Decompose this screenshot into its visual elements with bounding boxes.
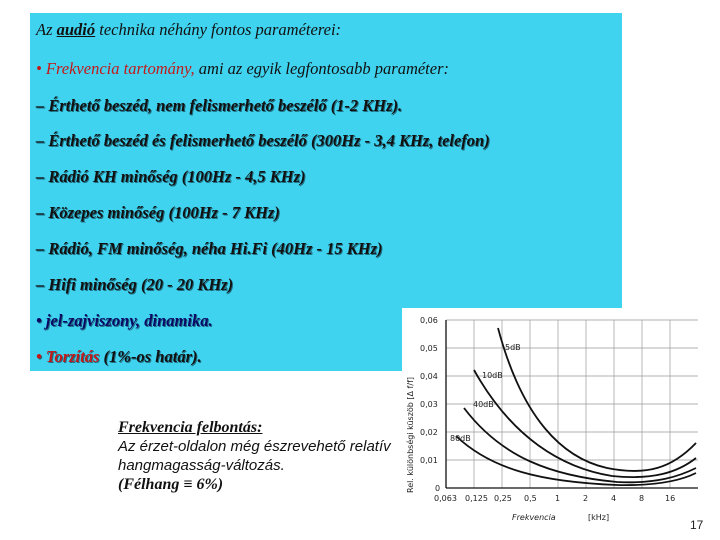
xtick-label: 0,25 [494,494,512,503]
ytick-label: 0,02 [420,428,438,437]
ytick-label: 0,03 [420,400,438,409]
ytick-label: 0,04 [420,372,438,381]
ytick-label: 0,05 [420,344,438,353]
xtick-label: 4 [611,494,617,503]
ytick-label: 0 [435,484,441,493]
curve-label: 80dB [450,434,471,443]
list-item: – Érthető beszéd, nem felismerhető beszélő (1-2 KHz). [36,96,403,115]
xtick-label: 1 [555,494,561,503]
xtick-label: 0,125 [465,494,488,503]
curve-80db [456,436,696,485]
xtick-label: 2 [583,494,589,503]
frequency-threshold-graph [402,308,704,530]
graph-ylabel: Rel. különbségi küszöb [Δ f/f] [406,376,415,493]
bullet-distortion: • Torzítás (1%-os határ). [36,347,202,366]
bullet-signal-noise: • jel-zajviszony, dinamika. [36,311,213,330]
curve-40db [464,408,696,482]
xtick-label: 0,5 [524,494,537,503]
ytick-label: 0,06 [420,316,438,325]
list-item: – Érthető beszéd és felismerhető beszélő (300Hz - 3,4 KHz, telefon) [36,131,490,150]
note-heading: Frekvencia felbontás: [118,419,263,436]
list-item: – Közepes minőség (100Hz - 7 KHz) [36,203,280,222]
list-item: – Rádió, FM minőség, néha Hi.Fi (40Hz - 15 KHz) [36,239,383,258]
list-item: – Rádió KH minőség (100Hz - 4,5 KHz) [36,167,306,186]
slide-title: Az audió technika néhány fontos paraméterei: [36,20,342,39]
curve-label: 10dB [482,371,503,380]
curve-5db [498,328,696,471]
graph-svg [402,308,704,530]
ytick-label: 0,01 [420,456,438,465]
bullet-frequency-range: • Frekvencia tartomány, ami az egyik legfontosabb paraméter: [36,59,450,78]
title-underlined-word: audió [56,20,96,39]
xtick-label: 16 [665,494,676,503]
xtick-label: 8 [639,494,645,503]
curve-label: 5dB [505,343,521,352]
graph-xlabel: Frekvencia [512,513,556,522]
xtick-label: 0,063 [434,494,457,503]
page-number: 17 [690,518,704,532]
frequency-resolution-note [118,418,403,494]
graph-xunit: [kHz] [588,513,610,522]
note-tail: (Félhang ≡ 6%) [118,476,224,493]
curve-label: 40dB [473,400,494,409]
list-item: – Hifi minőség (20 - 20 KHz) [36,275,234,294]
note-body: Az érzet-oldalon még észrevehető relatív hangmagasság-változás. [118,438,391,474]
